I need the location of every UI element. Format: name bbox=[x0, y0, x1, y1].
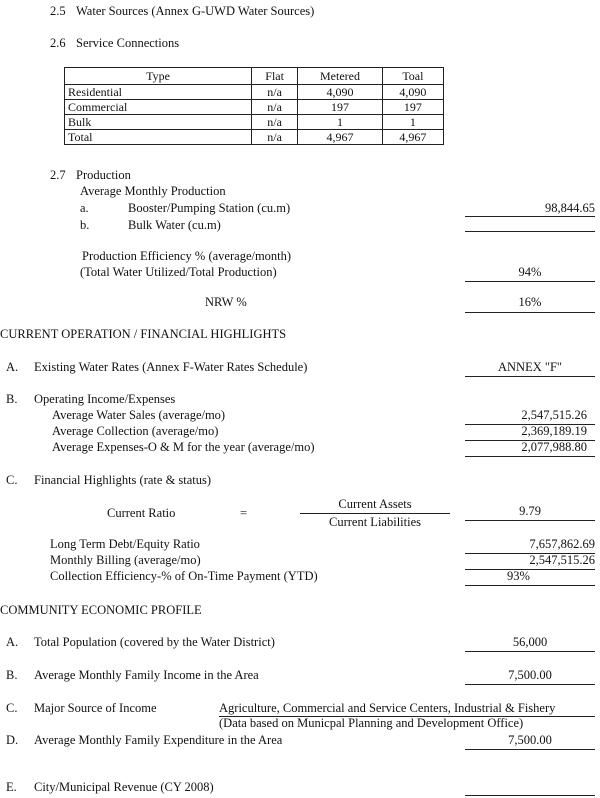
row-total: 4,090 bbox=[382, 85, 443, 100]
production-efficiency-underline bbox=[465, 281, 595, 282]
production-a-letter: a. bbox=[80, 201, 89, 215]
production-b-label: Bulk Water (cu.m) bbox=[128, 218, 221, 232]
production-efficiency-formula: (Total Water Utilized/Total Production) bbox=[80, 265, 277, 279]
row-metered: 1 bbox=[298, 115, 383, 130]
community-c-note: (Data based on Municpal Planning and Development Office) bbox=[219, 716, 524, 730]
row-type: Total bbox=[65, 130, 252, 145]
section-2-7-number: 2.7 bbox=[50, 168, 66, 182]
community-a-value: 56,000 bbox=[512, 635, 548, 649]
community-a-underline bbox=[465, 651, 595, 652]
table-row bbox=[65, 100, 444, 115]
row-metered: 4,967 bbox=[298, 130, 383, 145]
nrw-underline bbox=[465, 312, 595, 313]
section-2-5-number: 2.5 bbox=[50, 4, 66, 18]
ops-b-letter: B. bbox=[6, 392, 18, 406]
row-total: 197 bbox=[382, 100, 443, 115]
community-b-underline bbox=[465, 684, 595, 685]
row-flat: n/a bbox=[252, 85, 298, 100]
row-total: 4,967 bbox=[382, 130, 443, 145]
avg-collection-value: 2,369,189.19 bbox=[521, 424, 587, 438]
ops-a-label: Existing Water Rates (Annex F-Water Rates Schedule) bbox=[34, 360, 308, 374]
community-b-label: Average Monthly Family Income in the Area bbox=[34, 668, 259, 682]
production-efficiency-value: 94% bbox=[518, 265, 542, 279]
avg-water-sales-value: 2,547,515.26 bbox=[521, 408, 587, 422]
current-assets-label: Current Assets bbox=[338, 497, 412, 511]
collection-efficiency-underline bbox=[465, 585, 595, 586]
table-row bbox=[65, 115, 444, 130]
community-c-value: Agriculture, Commercial and Service Centers, Industrial & Fishery bbox=[219, 701, 556, 715]
community-d-letter: D. bbox=[6, 733, 19, 747]
table-row bbox=[65, 130, 444, 145]
service-connections-table bbox=[64, 67, 444, 145]
nrw-label: NRW % bbox=[205, 295, 247, 309]
row-metered: 197 bbox=[298, 100, 383, 115]
production-subheading: Average Monthly Production bbox=[80, 184, 226, 198]
avg-expenses-label: Average Expenses-O & M for the year (average/mo) bbox=[52, 440, 315, 454]
nrw-value: 16% bbox=[518, 295, 542, 309]
monthly-billing-underline bbox=[465, 569, 595, 570]
production-a-label: Booster/Pumping Station (cu.m) bbox=[128, 201, 291, 215]
section-2-5-label: Water Sources (Annex G-UWD Water Sources) bbox=[76, 4, 315, 18]
monthly-billing-value: 2,547,515.26 bbox=[529, 553, 595, 567]
ops-a-value: ANNEX "F" bbox=[497, 360, 563, 374]
community-b-value: 7,500.00 bbox=[508, 668, 552, 682]
production-b-underline bbox=[465, 231, 595, 232]
ops-b-label: Operating Income/Expenses bbox=[34, 392, 176, 406]
community-a-label: Total Population (covered by the Water District) bbox=[34, 635, 275, 649]
table-row bbox=[65, 85, 444, 100]
section-2-6-number: 2.6 bbox=[50, 36, 66, 50]
row-flat: n/a bbox=[252, 130, 298, 145]
row-type: Residential bbox=[65, 85, 252, 100]
production-efficiency-label: Production Efficiency % (average/month) bbox=[82, 249, 292, 263]
table-header-row bbox=[65, 68, 444, 85]
community-heading: COMMUNITY ECONOMIC PROFILE bbox=[0, 603, 202, 617]
row-flat: n/a bbox=[252, 100, 298, 115]
operations-heading: CURRENT OPERATION / FINANCIAL HIGHLIGHTS bbox=[0, 327, 287, 341]
row-type: Bulk bbox=[65, 115, 252, 130]
section-2-7-label: Production bbox=[76, 168, 131, 182]
ops-c-label: Financial Highlights (rate & status) bbox=[34, 473, 212, 487]
community-d-label: Average Monthly Family Expenditure in the Area bbox=[34, 733, 283, 747]
community-d-value: 7,500.00 bbox=[508, 733, 552, 747]
current-ratio-underline bbox=[465, 520, 595, 521]
community-d-underline bbox=[465, 749, 595, 750]
avg-water-sales-label: Average Water Sales (average/mo) bbox=[52, 408, 226, 422]
section-2-6-label: Service Connections bbox=[76, 36, 180, 50]
collection-efficiency-label: Collection Efficiency-% of On-Time Payment (YTD) bbox=[50, 569, 318, 583]
row-flat: n/a bbox=[252, 115, 298, 130]
ops-a-underline bbox=[465, 376, 595, 377]
current-ratio-label: Current Ratio bbox=[107, 506, 176, 520]
community-e-underline bbox=[465, 795, 595, 796]
production-a-underline bbox=[465, 216, 595, 217]
header-type: Type bbox=[65, 68, 252, 85]
current-liabilities-label: Current Liabilities bbox=[329, 515, 421, 529]
ops-c-letter: C. bbox=[6, 473, 18, 487]
header-metered: Metered bbox=[298, 68, 383, 85]
collection-efficiency-value: 93% bbox=[507, 569, 530, 583]
header-total: Toal bbox=[382, 68, 443, 85]
monthly-billing-label: Monthly Billing (average/mo) bbox=[50, 553, 201, 567]
avg-expenses-underline bbox=[465, 456, 595, 457]
community-a-letter: A. bbox=[6, 635, 19, 649]
current-ratio-fraction bbox=[300, 497, 450, 530]
header-flat: Flat bbox=[252, 68, 298, 85]
avg-collection-label: Average Collection (average/mo) bbox=[52, 424, 219, 438]
production-a-value: 98,844.65 bbox=[545, 201, 595, 215]
fraction-bar bbox=[300, 513, 450, 514]
current-ratio-value: 9.79 bbox=[519, 504, 541, 518]
community-e-letter: E. bbox=[6, 780, 17, 794]
avg-expenses-value: 2,077,988.80 bbox=[521, 440, 587, 454]
row-type: Commercial bbox=[65, 100, 252, 115]
ops-a-letter: A. bbox=[6, 360, 19, 374]
community-c-label: Major Source of Income bbox=[34, 701, 157, 715]
community-b-letter: B. bbox=[6, 668, 18, 682]
current-ratio-equals: = bbox=[240, 506, 248, 520]
community-c-letter: C. bbox=[6, 701, 18, 715]
community-e-label: City/Municipal Revenue (CY 2008) bbox=[34, 780, 214, 794]
debt-equity-value: 7,657,862.69 bbox=[529, 537, 595, 551]
debt-equity-label: Long Term Debt/Equity Ratio bbox=[50, 537, 200, 551]
production-b-letter: b. bbox=[80, 218, 90, 232]
row-metered: 4,090 bbox=[298, 85, 383, 100]
row-total: 1 bbox=[382, 115, 443, 130]
